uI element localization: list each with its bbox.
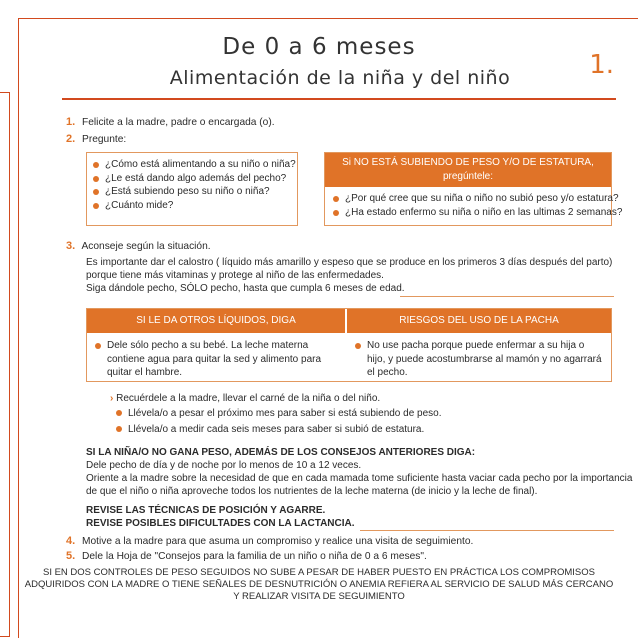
chevron-right-icon: ›	[110, 393, 114, 404]
not-growing-header-line2: pregúntele:	[442, 171, 494, 182]
side-tab	[0, 92, 10, 637]
not-growing-header-line1: Si NO ESTÁ SUBIENDO DE PESO Y/O DE ESTATURA,	[342, 157, 594, 168]
step-1	[66, 116, 275, 129]
not-growing-item: ¿Ha estado enfermo su niña o niño en las ultimas 2 semanas?	[329, 206, 609, 220]
review-line-2: REVISE POSIBLES DIFICULTADES CON LA LACTANCIA.	[86, 518, 355, 529]
liquids-line: quitar el hambre.	[107, 367, 183, 378]
step-4	[66, 535, 473, 548]
question-item: ¿Cómo está alimentando a su niño o niña?	[89, 158, 295, 172]
footer-line-2: ADQUIRIDOS CON LA MADRE O TIENE SEÑALES DE DESNUTRICIÓN O ANEMIA REFIERA AL SERVICIO DE SALUD MÁS CERCANO	[24, 579, 614, 590]
not-growing-header	[325, 153, 611, 187]
questions-box	[86, 152, 298, 226]
liquids-line: Dele sólo pecho a su bebé. La leche materna	[91, 339, 343, 353]
advice-line-3: Siga dándole pecho, SÓLO pecho, hasta que cumpla 6 meses de edad.	[86, 283, 405, 294]
page-subtitle: Alimentación de la niña y del niño	[169, 67, 511, 89]
reminder-main	[110, 392, 380, 405]
step-text: Aconseje según la situación.	[81, 241, 211, 252]
step-number: 3.	[66, 240, 76, 252]
reminder-item: Llévela/o a pesar el próximo mes para saber si está subiendo de peso.	[112, 406, 442, 422]
step-text: Motive a la madre para que asuma un compromiso y realice una visita de seguimiento.	[82, 536, 474, 547]
pacifier-line: No use pacha porque puede enfermar a su hija o	[351, 339, 607, 353]
liquids-header: SI LE DA OTROS LÍQUIDOS, DIGA	[87, 309, 347, 333]
question-item: ¿Cuánto mide?	[89, 199, 295, 213]
no-weight-line: Oriente a la madre sobre la necesidad de que en cada mamada tome suficiente hasta vaciar cada pecho por la importancia	[86, 473, 633, 484]
not-growing-item: ¿Por qué cree que su niña o niño no subió peso y/o estatura?	[329, 192, 609, 206]
review-divider	[360, 530, 614, 531]
review-line-1: REVISE LAS TÉCNICAS DE POSICIÓN Y AGARRE.	[86, 505, 326, 516]
reminder-item: Llévela/o a medir cada seis meses para saber si subió de estatura.	[112, 422, 442, 438]
reminder-text: Recuérdele a la madre, llevar el carné de la niña o del niño.	[116, 393, 381, 404]
no-weight-heading: SI LA NIÑA/O NO GANA PESO, ADEMÁS DE LOS CONSEJOS ANTERIORES DIGA:	[86, 447, 476, 458]
question-item: ¿Está subiendo peso su niño o niña?	[89, 185, 295, 199]
step-number: 5.	[66, 550, 76, 562]
no-weight-line: Dele pecho de día y de noche por lo menos de 10 a 12 veces.	[86, 460, 362, 471]
step-text: Felicite a la madre, padre o encargada (o).	[82, 117, 275, 128]
step-text: Pregunte:	[82, 134, 127, 145]
advice-line-2: porque tiene más vitaminas y protege al niño de las enfermedades.	[86, 270, 384, 281]
pacifier-header: RIESGOS DEL USO DE LA PACHA	[347, 309, 611, 333]
pacifier-cell	[347, 339, 611, 380]
liquids-cell	[87, 339, 347, 380]
reminder-list	[112, 406, 442, 438]
step-number: 2.	[66, 133, 76, 145]
pacifier-line: hijo, y puede acostumbrarse al mamón y no agarrará	[367, 353, 602, 365]
footer-line-3: Y REALIZAR VISITA DE SEGUIMIENTO	[233, 591, 405, 602]
step-5	[66, 550, 427, 563]
advice-line-1: Es importante dar el calostro ( líquido más amarillo y espeso que se produce en los primeros 3 días después del parto)	[86, 257, 613, 268]
step-2	[66, 133, 126, 146]
liquids-line: contiene agua para quitar la sed y alimento para	[107, 353, 322, 365]
advice-divider	[400, 296, 614, 297]
pacifier-line: el pecho.	[367, 367, 408, 378]
step-number: 4.	[66, 535, 76, 547]
advice-table	[86, 308, 612, 382]
no-weight-line: de que el niño o niña aproveche todos los nutrientes de la leche materna (de inicio y la leche de final).	[86, 486, 538, 497]
footer-line-1: SI EN DOS CONTROLES DE PESO SEGUIDOS NO SUBE A PESAR DE HABER PUESTO EN PRÁCTICA LOS COMPROMISOS	[42, 567, 595, 578]
page-title: De 0 a 6 meses	[222, 34, 416, 60]
not-growing-box	[324, 152, 623, 226]
title-divider	[62, 98, 616, 100]
step-text: Dele la Hoja de "Consejos para la familia de un niño o niña de 0 a 6 meses".	[82, 551, 427, 562]
chapter-number: 1.	[589, 50, 614, 80]
question-item: ¿Le está dando algo además del pecho?	[89, 172, 295, 186]
step-number: 1.	[66, 116, 76, 128]
step-3	[66, 240, 211, 253]
